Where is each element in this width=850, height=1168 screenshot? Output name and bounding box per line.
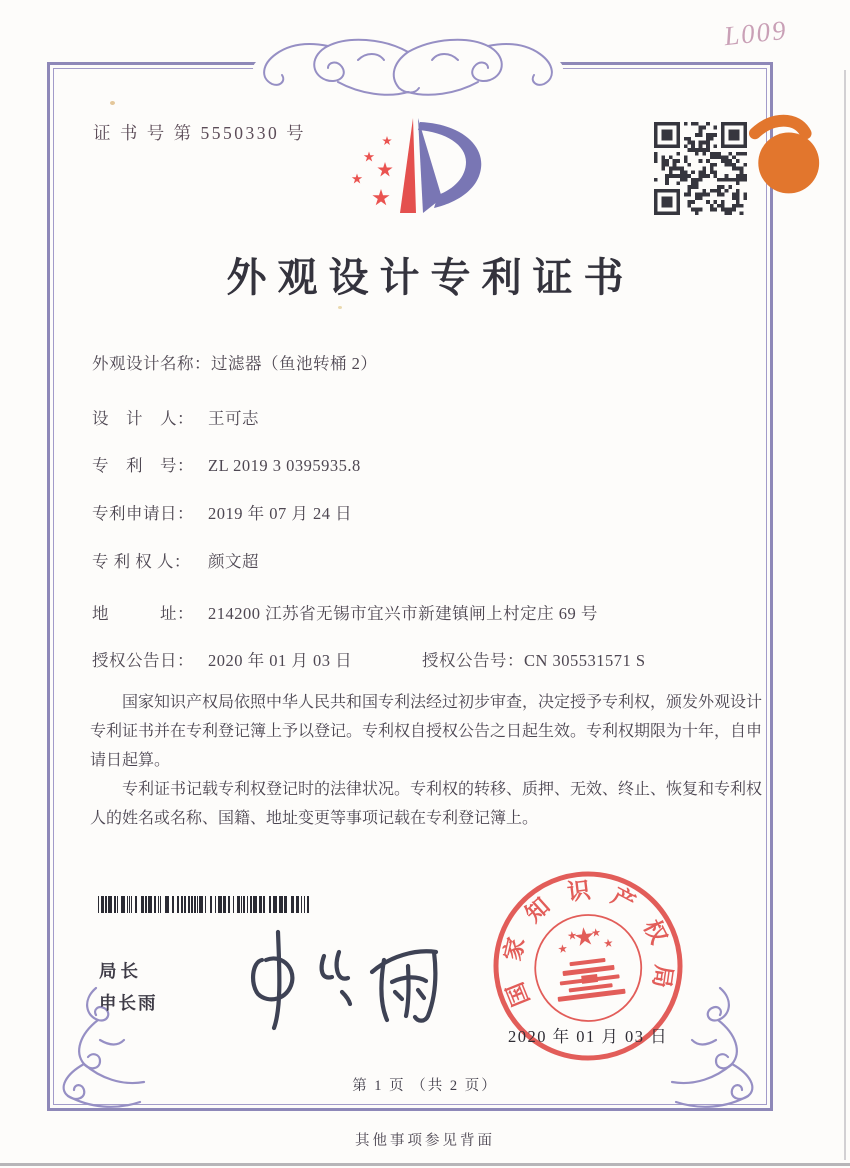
field-address [92, 600, 598, 624]
back-side-note: 其他事项参见背面 [355, 1133, 495, 1149]
legal-paragraph-2: 专利证书记载专利权登记时的法律状况。专利权的转移、质押、无效、终止、恢复和专利权人的姓名或名称、国籍、地址变更等事项记载在专利登记簿上。 [90, 781, 763, 827]
field-value: 2020 年 01 月 03 日 [208, 651, 353, 670]
field-label: 设 计 人： [92, 409, 194, 428]
field-designer [92, 405, 259, 429]
svg-text:权: 权 [638, 915, 672, 948]
svg-text:识: 识 [565, 877, 592, 906]
cnipa-logo-icon [338, 110, 516, 238]
page-number: 第 1 页 （共 2 页） [352, 1078, 498, 1094]
field-value: 王可志 [208, 409, 259, 428]
scan-edge-bottom [0, 1163, 850, 1166]
svg-text:知: 知 [520, 893, 555, 928]
signature-handwriting [222, 926, 460, 1032]
field-label: 地 址： [92, 604, 194, 623]
svg-text:家: 家 [499, 935, 530, 964]
field-label: 专 利 号： [92, 456, 194, 475]
director-name: 申长雨 [99, 993, 158, 1013]
handwritten-note: L009 [722, 14, 789, 52]
field-value: 214200 江苏省无锡市宜兴市新建镇闸上村定庄 69 号 [208, 604, 598, 623]
legal-paragraph-1: 国家知识产权局依照中华人民共和国专利法经过初步审查，决定授予专利权，颁发外观设计专利证书并在专利登记簿上予以登记。专利权自授权公告之日起生效。专利权期限为十年，自申请日起算。 [90, 694, 763, 769]
field-patent-number [92, 452, 361, 476]
field-patentee [92, 548, 259, 572]
paper-speck [338, 306, 342, 309]
field-value: 2019 年 07 月 24 日 [208, 504, 353, 523]
svg-text:产: 产 [607, 883, 640, 917]
director-title: 局长 [99, 961, 142, 981]
scan-edge-right [844, 70, 846, 1160]
field-label: 专 利 权 人： [92, 552, 191, 571]
qr-code [654, 122, 747, 215]
field-label: 授权公告号： [422, 651, 524, 670]
svg-text:局: 局 [648, 963, 677, 990]
legal-text [90, 688, 762, 833]
document-title: 外观设计专利证书 [226, 255, 635, 300]
field-grant-number [422, 647, 646, 671]
svg-text:国: 国 [502, 978, 535, 1010]
field-design-name [92, 350, 377, 374]
field-label: 外观设计名称： [92, 354, 211, 373]
field-label: 授权公告日： [92, 651, 194, 670]
certificate-number: 证 书 号 第 5550330 号 [93, 123, 307, 143]
orange-mark-icon [738, 108, 831, 201]
field-label: 专利申请日： [92, 504, 194, 523]
field-filing-date [92, 500, 352, 524]
border-ornament-top [198, 30, 618, 108]
paper-speck [110, 101, 115, 105]
field-value: 过滤器（鱼池转桶 2） [211, 354, 378, 373]
field-value: ZL 2019 3 0395935.8 [208, 456, 361, 475]
barcode [98, 896, 310, 913]
seal-date: 2020 年 01 月 03 日 [508, 1027, 669, 1046]
field-value: 颜文超 [208, 552, 259, 571]
field-value: CN 305531571 S [524, 651, 646, 670]
field-grant-date [92, 647, 646, 671]
